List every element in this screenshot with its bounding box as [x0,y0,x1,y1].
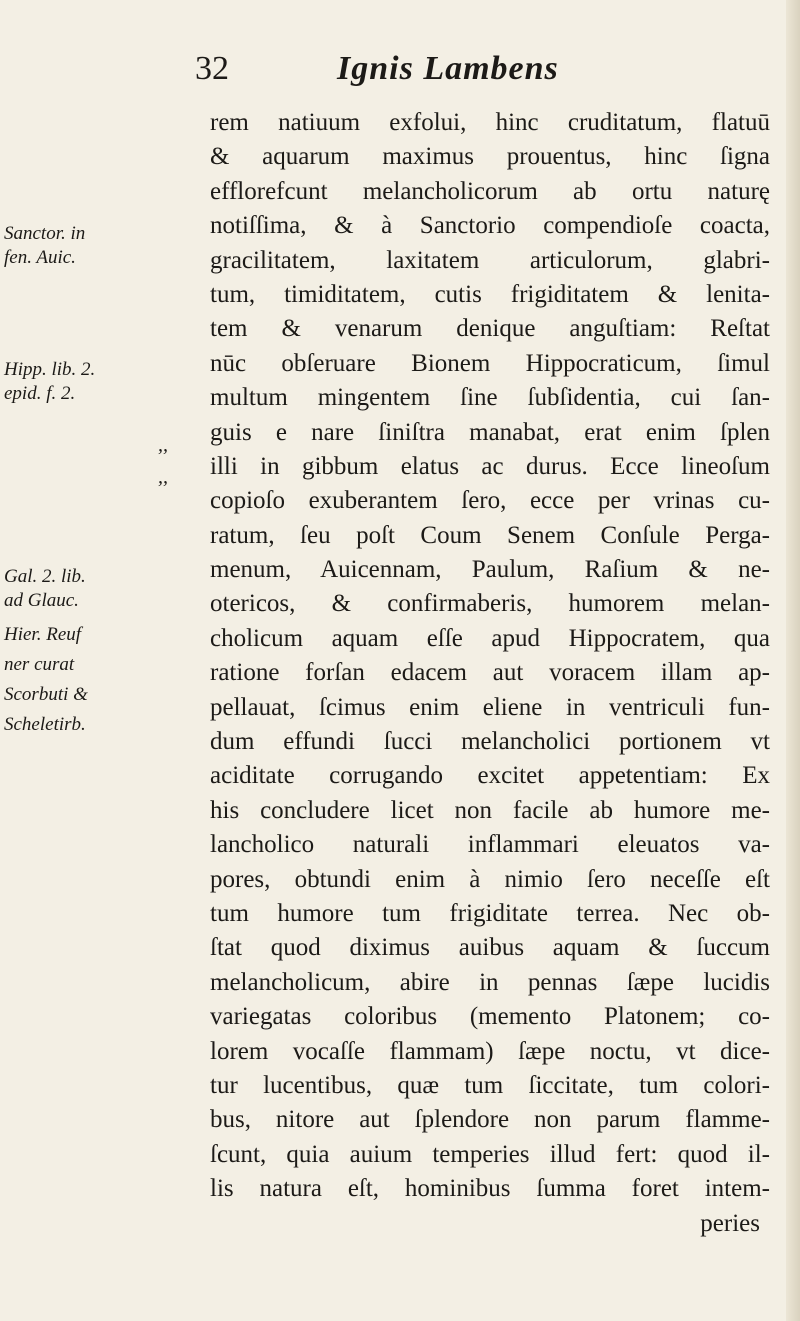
text-line: tum humore tum frigiditate terrea. Nec ob- [210,899,770,927]
text-line: dum effundi ſucci melancholici portionem vt [210,728,770,756]
text-line: tum, timiditatem, cutis frigiditatem & lenita- [210,280,770,308]
margin-note-reusner [4,620,204,740]
text-line: ſcunt, quia auium temperies illud fert: quod il- [210,1140,770,1168]
text-line: ratione forſan edacem aut voracem illam ap- [210,659,770,687]
text-line: nūc obſeruare Bionem Hippocraticum, ſimul [210,349,770,377]
quotation-mark: ,, [158,434,168,456]
text-line: ſtat quod diximus auibus aquam & ſuccum [210,934,770,962]
margin-note-line: epid. f. 2. [4,383,76,404]
text-line: cholicum aquam eſſe apud Hippocratem, qua [210,624,770,652]
margin-note-line: Scorbuti & [4,684,88,705]
text-line: his concludere licet non facile ab humore me- [210,796,770,824]
text-line: pellauat, ſcimus enim eliene in ventriculi fun- [210,693,770,721]
margin-note-line: Gal. 2. lib. [4,566,86,587]
text-line: lorem vocaſſe flammam) ſæpe noctu, vt dice- [210,1037,770,1065]
margin-note-line: Hier. Reuf [4,624,82,645]
margin-note-sanctorio [4,222,204,270]
text-line: melancholicum, abire in pennas ſæpe lucidis [210,968,770,996]
page-header [195,50,615,100]
margin-note-line: ner curat [4,654,75,675]
margin-note-line: ad Glauc. [4,590,79,611]
margin-note-line: Hipp. lib. 2. [4,359,96,380]
margin-note-hippocrates [4,358,204,406]
text-line: rem natiuum exfolui, hinc cruditatum, flatuū [210,109,770,136]
margin-note-galen [4,565,204,613]
running-title: Ignis Lambens [337,50,559,87]
text-line: variegatas coloribus (memento Platonem; co- [210,1003,770,1031]
text-line: notiſſima, & à Sanctorio compendioſe coacta, [210,212,770,240]
text-line: pores, obtundi enim à nimio ſero neceſſe eſt [210,865,770,893]
text-line: peries [700,1209,760,1237]
page-edge [786,0,800,1321]
margin-note-line: Sanctor. in [4,223,86,244]
text-line: multum mingentem ſine ſubſidentia, cui ſan- [210,384,770,412]
text-line: lancholico naturali inflammari eleuatos va- [210,831,770,859]
margin-notes [0,0,200,1321]
page-number: 32 [195,50,229,87]
text-line: guis e nare ſiniſtra manabat, erat enim ſplen [210,418,770,446]
text-line: lis natura eſt, hominibus ſumma foret intem- [210,1175,770,1203]
text-line: bus, nitore aut ſplendore non parum flamme- [210,1106,770,1134]
text-line: ratum, ſeu poſt Coum Senem Conſule Perga- [210,521,770,549]
text-line: copioſo exuberantem ſero, ecce per vrinas cu- [210,487,770,515]
text-line: gracilitatem, laxitatem articulorum, glabri- [210,246,770,274]
margin-note-line: Scheletirb. [4,714,86,735]
body-text [210,106,770,1241]
margin-note-line: fen. Auic. [4,247,76,268]
text-line: tur lucentibus, quæ tum ſiccitate, tum colori- [210,1071,770,1099]
text-line: illi in gibbum elatus ac durus. Ecce lineoſum [210,452,770,480]
text-line: aciditate corrugando excitet appetentiam: Ex [210,762,770,790]
text-line: otericos, & confirmaberis, humorem melan- [210,590,770,618]
text-line: & aquarum maximus prouentus, hinc ſigna [210,143,770,171]
text-line: menum, Auicennam, Paulum, Raſium & ne- [210,556,770,584]
text-line: efflorefcunt melancholicorum ab ortu naturę [210,177,770,205]
quotation-mark: ,, [158,466,168,488]
text-line: tem & venarum denique anguſtiam: Reſtat [210,315,770,343]
